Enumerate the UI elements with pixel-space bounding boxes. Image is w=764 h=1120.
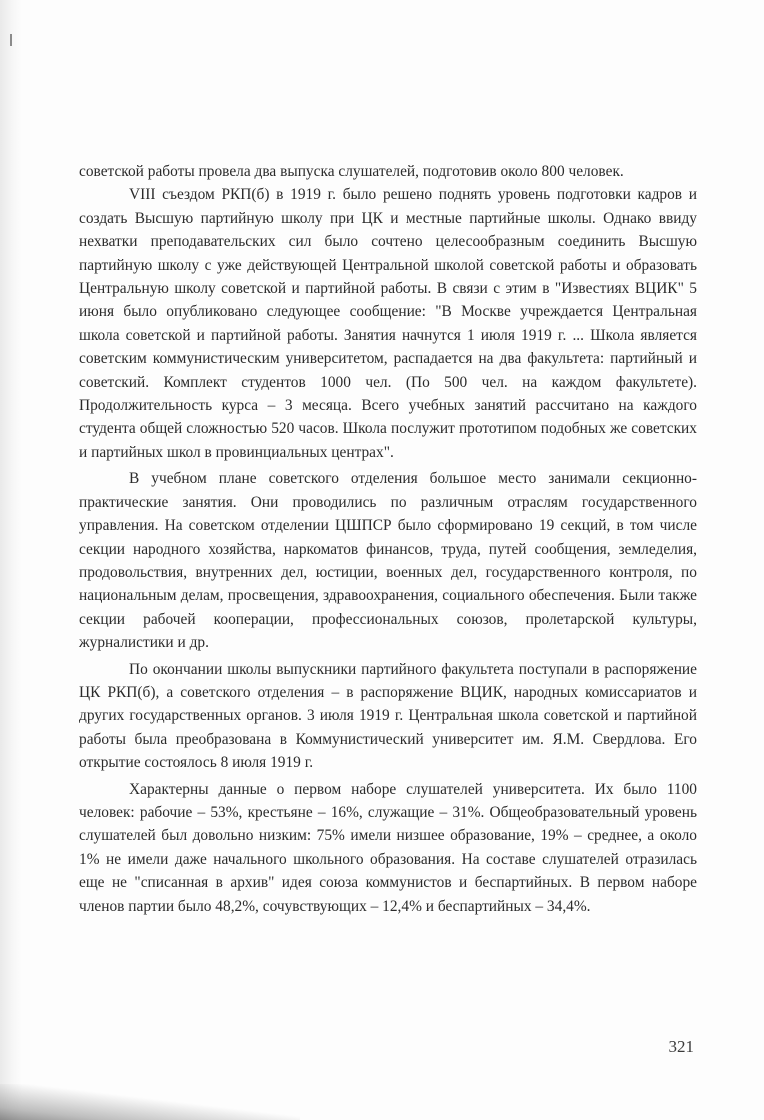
paragraph-5: Характерны данные о первом наборе слушателей университета. Их было 1100 человек: рабочие – 53%, крестьяне – 16%, служащие – 31%. Общеобразовательный уровень слушателей был довольно низким: 75% имели низшее образование, 19% – среднее, а около 1% не имели даже начального школьного образования. На составе слушателей отразилась еще не "списанная в архив" идея союза коммунистов и беспартийных. В первом наборе членов партии было 48,2%, сочувствующих – 12,4% и беспартийных – 34,4%. <box>79 780 697 915</box>
paragraph-2: VIII съездом РКП(б) в 1919 г. было решено поднять уровень подготовки кадров и создать Высшую партийную школу при ЦК и местные партийные школы. Однако ввиду нехватки преподавательских сил было сочтено целесообразным соединить Высшую партийную школу с уже действующей Центральной школой советской работы и образовать Центральную школу советской и партийной работы. В связи с этим в "Известиях ВЦИК" 5 июня было опубликовано следующее сообщение: "В Москве учреждается Центральная школа советской и партийной работы. Занятия начнутся 1 июля 1919 г. ... Школа является советским коммунистическим университетом, распадается на два факультета: партийный и советский. Комплект студентов 1000 чел. (По 500 чел. на каждом факультете). Продолжительность курса – 3 месяца. Всего учебных занятий рассчитано на каждого студента общей сложностью 520 часов. Школа послужит прототипом подобных же советских и партийных школ в провинциальных центрах". <box>79 186 697 461</box>
paragraph-4: По окончании школы выпускники партийного факультета поступали в распоряжение ЦК РКП(б), а советского отделения – в распоряжение ВЦИК, народных комиссариатов и других государственных органов. 3 июля 1919 г. Центральная школа советской и партийной работы была преобразована в Коммунистический университет им. Я.М. Свердлова. Его открытие состоялось 8 июля 1919 г. <box>79 660 697 772</box>
paragraph-1: советской работы провела два выпуска слушателей, подготовив около 800 человек. <box>79 163 624 180</box>
scan-edge-mark <box>10 34 12 46</box>
body-text <box>79 160 697 918</box>
page-number: 321 <box>668 1037 694 1056</box>
page-corner-shadow <box>0 1084 300 1120</box>
paragraph-3: В учебном плане советского отделения большое место занимали секционно-практические занятия. Они проводились по различным отраслям государственного управления. На советском отделении ЦШПСР было сформировано 19 секций, в том числе секции народного хозяйства, наркоматов финансов, труда, путей сообщения, земледелия, продовольствия, внутренних дел, юстиции, военных дел, государственного контроля, по национальным делам, просвещения, здравоохранения, социального обеспечения. Были также секции рабочей кооперации, профессиональных союзов, пролетарской культуры, журналистики и др. <box>79 470 697 652</box>
page-binding-shadow <box>0 0 22 1120</box>
